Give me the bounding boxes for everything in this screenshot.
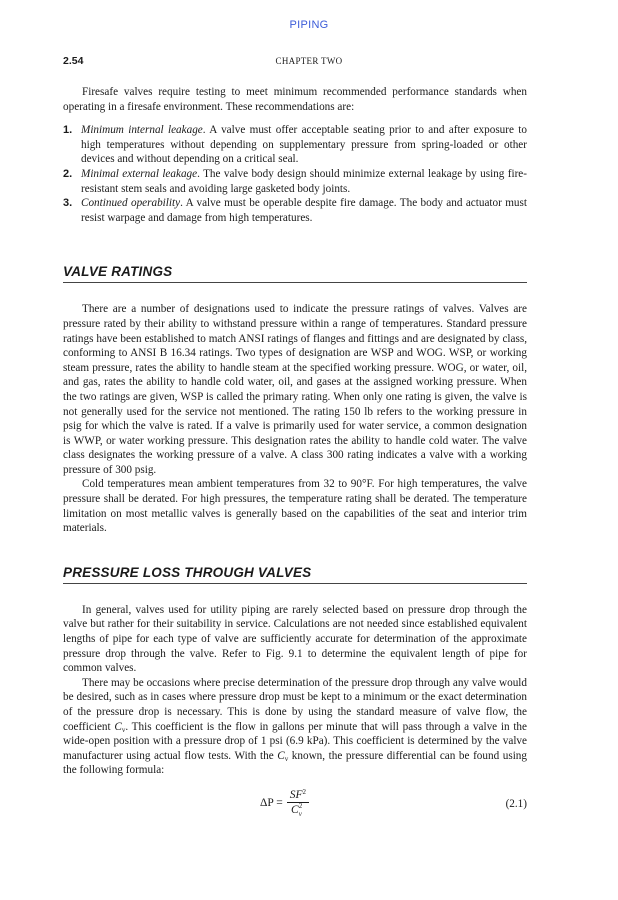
page-body	[63, 85, 527, 822]
equation-fraction	[287, 788, 309, 818]
list-item-text: . A valve must be operable despite fire damage. The body and actuator must resist warpage and damage from high temperatures.	[81, 197, 527, 224]
valve-ratings-paragraph: Cold temperatures mean ambient temperatures from 32 to 90°F. For high temperatures, the valve pressure shall be derated. For high pressures, the temperature rating shall be derated. The temperature limitation on most metallic valves is generally based on the capabilities of the seat and interior trim materials.	[63, 478, 527, 535]
list-item-number: 3.	[63, 197, 73, 210]
running-head: PIPING	[289, 19, 329, 31]
equation-lhs: ΔP =	[260, 796, 283, 809]
list-item-number: 2.	[63, 167, 73, 180]
list-item	[63, 196, 527, 225]
list-item-text: . The valve body design should minimize external leakage by using fire-resistant stem seals and avoiding large gasketed body joints.	[81, 167, 527, 195]
list-item-text: . A valve must offer acceptable seating prior to and after exposure to high temperatures without depending on supplementary pressure from spring-loaded or other devices and without depending on a critical seal.	[81, 124, 527, 166]
list-item-term: Minimum internal leakage	[81, 124, 203, 137]
valve-ratings-paragraph: There are a number of designations used to indicate the pressure ratings of valves. Valves are pressure rated by their ability to withstand pressure within a range of temperatures. Standard pressure ratings have been established to match ANSI ratings of flanges and fittings and are designated by class, conforming to ANSI B 16.34 ratings. Two types of designation are WSP and WOG. WSP, or working steam pressure, rates the ability to handle steam at the specified working pressure. WOG, or water, oil, and gas, rates the ability to handle cold water, oil, and gases at the assigned working pressure. When the two ratings are given, WSP is called the primary rating. When only one rating is given, the valve is not generally used for the service not mentioned. The rating 150 lb refers to the working pressure in psig for which the valve is rated. If a valve is primarily used for water service, a common designation is WWP, or water working pressure. This designation rates the ability to handle cold water. The valve class designates the working pressure of a valve. A class 300 rating indicates a valve with a working pressure of 300 psig.	[63, 303, 527, 476]
recommendations-list	[63, 123, 527, 225]
equation-denominator: C 2 v	[291, 801, 303, 818]
intro-paragraph: Firesafe valves require testing to meet minimum recommended performance standards when operating in a firesafe environment. These recommendations are:	[63, 86, 527, 113]
cv-symbol: C	[114, 720, 122, 733]
section-heading-valve-ratings: VALVE RATINGS	[63, 264, 173, 280]
list-item-term: Minimal external leakage	[81, 167, 198, 180]
chapter-title: CHAPTER TWO	[275, 56, 343, 66]
equation-2-1	[63, 788, 527, 822]
list-item-term: Continued operability	[81, 197, 181, 210]
equation-numerator: $SF^2$	[287, 788, 309, 803]
pressure-loss-paragraph: In general, valves used for utility piping are rarely selected based on pressure drop through the valve but rather for their suitability in service. Calculations are not needed since established equivalent lengths of pipe for each type of valve are sufficiently accurate for determination of the approximate pressure drop through the valve. Refer to Fig. 9.1 to determine the equivalent length of pipe for common valves.	[63, 603, 527, 675]
page-number: 2.54	[63, 55, 84, 67]
cv-subscript: v	[121, 725, 126, 734]
section-valve-ratings	[63, 263, 527, 283]
equation-number: (2.1)	[505, 797, 527, 810]
equation-formula	[260, 788, 309, 818]
cv-symbol: C	[277, 749, 285, 762]
list-item	[63, 123, 527, 167]
cv-subscript: v	[284, 754, 289, 763]
section-pressure-loss	[63, 564, 527, 584]
list-item-number: 1.	[63, 124, 73, 137]
list-item	[63, 167, 527, 196]
section-heading-pressure-loss: PRESSURE LOSS THROUGH VALVES	[63, 564, 312, 580]
pressure-loss-paragraph: There may be occasions where precise determination of the pressure drop through any valve would be desired, such as in cases where pressure drop must be kept to a minimum or the exact determination of the pressure drop is necessary. This is done by using the standard measure of valve flow, the coefficient $C_v$. This coefficient is the flow in gallons per minute that will pass through a valve in the wide-open position with a pressure drop of 1 psi (6.9 kPa). This coefficient is determined by the valve manufacturer using actual flow tests. With the $C_v$ known, the pressure differential can be found using the following formula:	[63, 676, 527, 777]
